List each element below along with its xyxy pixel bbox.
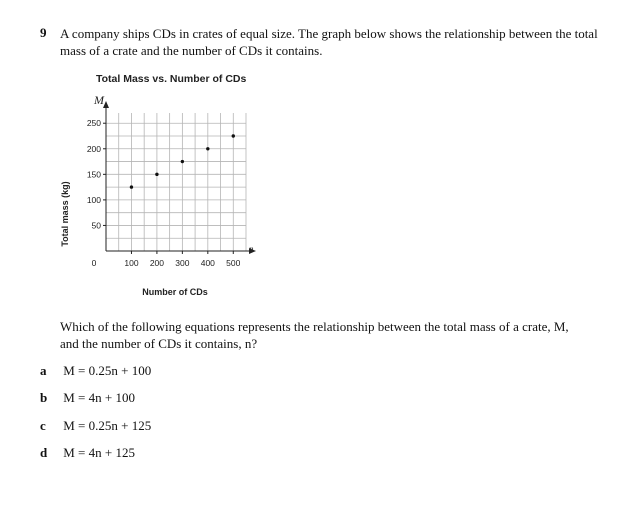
choice-letter: b [40, 390, 48, 405]
y-axis-label: Total mass (kg) [60, 181, 70, 247]
chart-grid [106, 113, 246, 251]
choice-equation: M = 0.25n + 125 [63, 418, 152, 433]
data-point [155, 173, 158, 176]
choice-equation: M = 4n + 100 [63, 390, 135, 405]
question-text: A company ships CDs in crates of equal size. The graph below shows the relationship between the total mass of a crate and the number of CDs it contains. [60, 26, 598, 58]
choice-a[interactable] [40, 363, 151, 379]
x-ticks [124, 251, 240, 268]
x-origin-label: 0 [91, 258, 97, 268]
choice-letter: c [40, 418, 46, 433]
data-point [181, 160, 184, 163]
x-tick-label: 400 [200, 258, 215, 268]
x-tick-label: 200 [149, 258, 165, 268]
y-tick-label: 150 [86, 169, 101, 180]
data-point [130, 185, 133, 188]
x-axis-variable: n [249, 244, 254, 254]
choice-b[interactable] [40, 390, 135, 406]
x-tick-label: 300 [175, 258, 190, 268]
chart-title: Total Mass vs. Number of CDs [96, 73, 247, 85]
x-axis-label: Number of CDs [142, 287, 208, 297]
y-tick-label: 100 [86, 194, 101, 205]
y-tick-label: 250 [86, 118, 101, 129]
y-tick-label: 200 [86, 143, 101, 154]
choice-equation: M = 0.25n + 100 [63, 363, 152, 378]
y-axis-variable: M [94, 93, 104, 107]
choice-equation: M = 4n + 125 [63, 445, 135, 460]
y-tick-label: 50 [91, 220, 101, 231]
y-ticks [87, 118, 106, 230]
choice-c[interactable] [40, 418, 151, 434]
data-point [232, 134, 235, 137]
scatter-chart [40, 66, 280, 301]
choice-letter: d [40, 445, 48, 460]
question-number: 9 [40, 25, 47, 40]
data-point [206, 147, 209, 150]
x-tick-label: 500 [226, 258, 241, 268]
choice-d[interactable] [40, 445, 135, 461]
choice-letter: a [40, 363, 47, 378]
question-prompt: Which of the following equations represents the relationship between the total mass of a crate, M, and the number of CDs it contains, n? [60, 319, 569, 351]
x-tick-label: 100 [124, 258, 139, 268]
